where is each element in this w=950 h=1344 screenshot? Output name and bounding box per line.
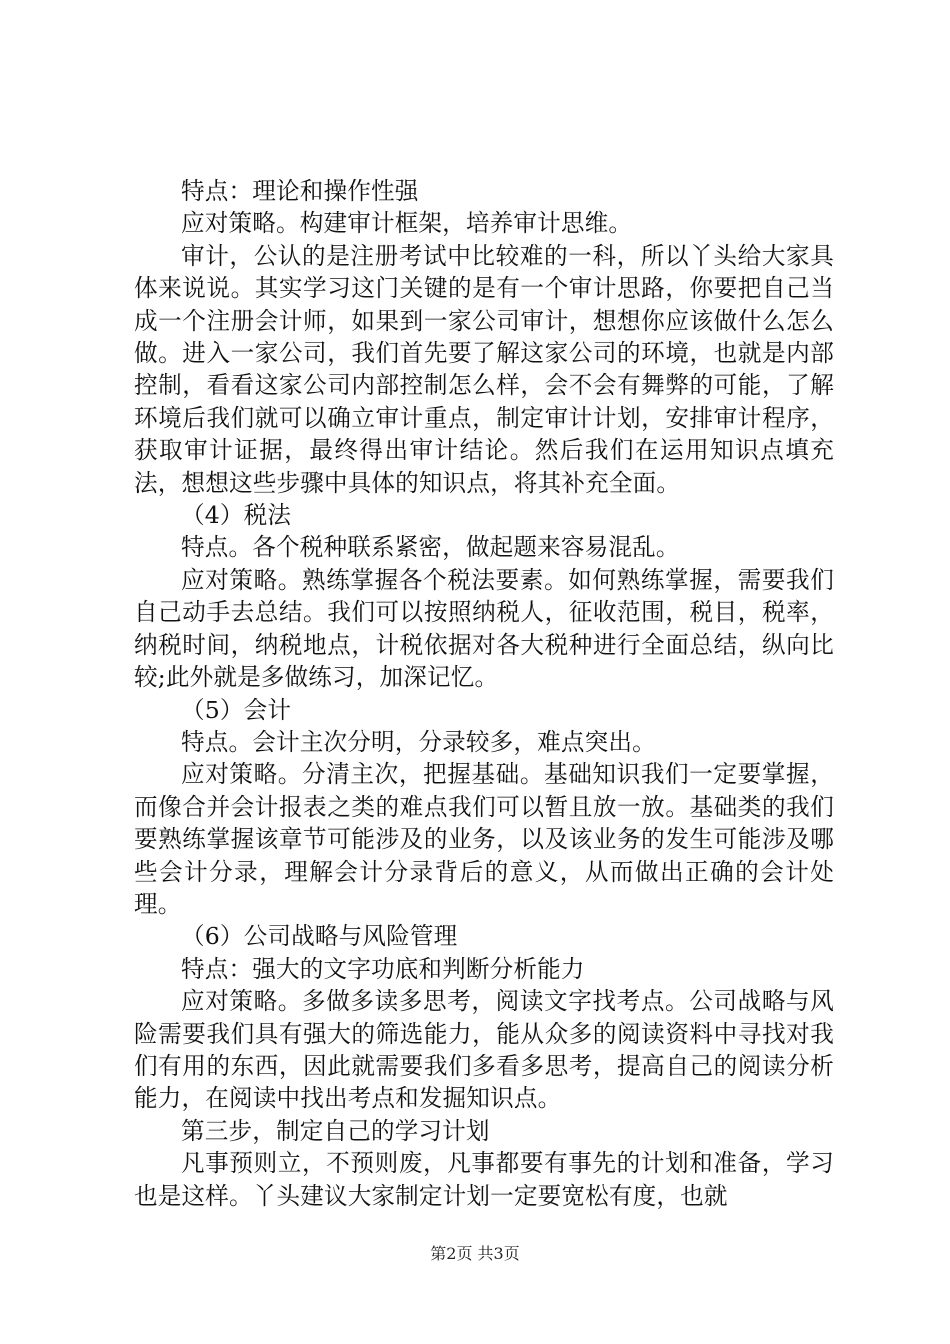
paragraph-strategy-features: 特点：强大的文字功底和判断分析能力 bbox=[181, 954, 585, 983]
paragraph-accounting-features: 特点。会计主次分明，分录较多，难点突出。 bbox=[181, 727, 656, 756]
paragraph-tax-features: 特点。各个税种联系紧密，做起题来容易混乱。 bbox=[181, 533, 680, 562]
section-heading-accounting: （5）会计 bbox=[181, 695, 292, 724]
paragraph-audit-strategy: 应对策略。构建审计框架，培养审计思维。 bbox=[181, 209, 633, 238]
paragraph-study-plan: 凡事预则立，不预则废，凡事都要有事先的计划和准备，学习也是这样。丫头建议大家制定计划一定要宽松有度，也就 bbox=[134, 1149, 834, 1210]
document-body bbox=[134, 175, 834, 1212]
section-heading-step-three: 第三步，制定自己的学习计划 bbox=[181, 1116, 490, 1145]
section-heading-tax-law: （4）税法 bbox=[181, 501, 292, 530]
paragraph-audit-features: 特点：理论和操作性强 bbox=[181, 177, 419, 205]
paragraph-accounting-strategy: 应对策略。分清主次，把握基础。基础知识我们一定要掌握，而像合并会计报表之类的难点我们可以暂且放一放。基础类的我们要熟练掌握该章节可能涉及的业务，以及该业务的发生可能涉及哪些会计分录，理解会计分录背后的意义，从而做出正确的会计处理。 bbox=[134, 760, 834, 918]
paragraph-strategy-approach: 应对策略。多做多读多思考，阅读文字找考点。公司战略与风险需要我们具有强大的筛选能力，能从众多的阅读资料中寻找对我们有用的东西，因此就需要我们多看多思考，提高自己的阅读分析能力，在阅读中找出考点和发掘知识点。 bbox=[134, 987, 834, 1113]
page-footer: 第2页 共3页 bbox=[430, 1244, 520, 1263]
paragraph-tax-strategy: 应对策略。熟练掌握各个税法要素。如何熟练掌握，需要我们自己动手去总结。我们可以按照纳税人，征收范围，税目，税率，纳税时间，纳税地点，计税依据对各大税种进行全面总结，纵向比较;此外就是多做练习，加深记忆。 bbox=[134, 565, 834, 692]
section-heading-strategy-risk: （6）公司战略与风险管理 bbox=[181, 922, 458, 951]
paragraph-audit-detail: 审计，公认的是注册考试中比较难的一科，所以丫头给大家具体来说说。其实学习这门关键的是有一个审计思路，你要把自己当成一个注册会计师，如果到一家公司审计，想想你应该做什么怎么做。进入一家公司，我们首先要了解这家公司的环境，也就是内部控制，看看这家公司内部控制怎么样，会不会有舞弊的可能，了解环境后我们就可以确立审计重点，制定审计计划，安排审计程序，获取审计证据，最终得出审计结论。然后我们在运用知识点填充法，想想这些步骤中具体的知识点，将其补充全面。 bbox=[134, 241, 834, 497]
